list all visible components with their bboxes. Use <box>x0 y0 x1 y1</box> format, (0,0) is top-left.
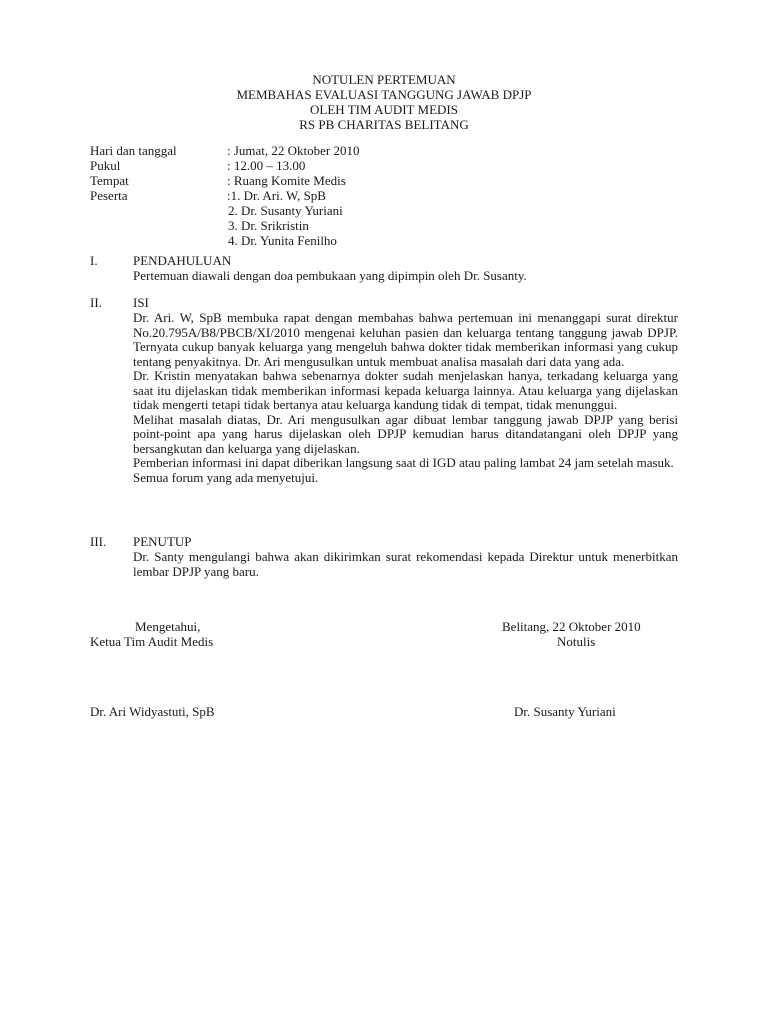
title-line-1: NOTULEN PERTEMUAN <box>312 72 456 87</box>
participant-1: :1. Dr. Ari. W, SpB <box>227 188 326 203</box>
acknowledged-heading: Mengetahui, <box>135 619 201 634</box>
place-label: Tempat <box>90 173 129 188</box>
section-introduction <box>90 254 678 284</box>
document-title-block <box>90 72 678 132</box>
participant-2: 2. Dr. Susanty Yuriani <box>228 203 343 218</box>
section-body <box>133 311 678 485</box>
right-signer-name: Dr. Susanty Yuriani <box>514 704 616 719</box>
left-signer-role: Ketua Tim Audit Medis <box>90 634 214 649</box>
time-value: : 12.00 – 13.00 <box>227 158 306 173</box>
right-signer-role: Notulis <box>557 634 596 649</box>
section-title: ISI <box>133 295 149 310</box>
section-title: PENUTUP <box>133 534 192 549</box>
left-signer-name: Dr. Ari Widyastuti, SpB <box>90 704 215 719</box>
section-closing <box>90 535 678 579</box>
title-line-4: RS PB CHARITAS BELITANG <box>299 117 469 132</box>
section-heading <box>90 296 678 311</box>
section-title: PENDAHULUAN <box>133 253 232 268</box>
title-line-3: OLEH TIM AUDIT MEDIS <box>310 102 458 117</box>
participant-3: 3. Dr. Srikristin <box>228 218 309 233</box>
section-number: II. <box>90 295 102 310</box>
time-label: Pukul <box>90 158 121 173</box>
paragraph: Dr. Santy mengulangi bahwa akan dikirimkan surat rekomendasi kepada Direktur untuk menerbitkan lembar DPJP yang baru. <box>133 549 678 579</box>
title-line-2: MEMBAHAS EVALUASI TANGGUNG JAWAB DPJP <box>236 87 532 102</box>
section-number: III. <box>90 534 107 549</box>
paragraph: Dr. Ari. W, SpB membuka rapat dengan membahas bahwa pertemuan ini menanggapi surat direktur No.20.795A/B8/PBCB/XI/2010 mengenai keluhan pasien dan keluarga tentang tanggung jawab DPJP. Ternyata cukup banyak keluarga yang mengeluh bahwa dokter tidak memberikan informasi yang cukup tentang penyakitnya. Dr. Ari mengusulkan untuk membuat analisa masalah dari data yang ada. <box>133 310 678 369</box>
paragraph: Semua forum yang ada menyetujui. <box>133 469 319 485</box>
paragraph: Dr. Kristin menyatakan bahwa sebenarnya dokter sudah menjelaskan hanya, terkadang keluarga yang saat itu dijelaskan tidak memberikan informasi kepada keluarga lainnya. Atau keluarga yang dijelaskan tidak mengerti tetapi tidak bertanya atau keluarga kandung tidak di tempat, tidak menunggui. <box>133 368 678 412</box>
section-heading <box>90 254 678 269</box>
date-label: Hari dan tanggal <box>90 143 177 158</box>
paragraph: Pemberian informasi ini dapat diberikan langsung saat di IGD atau paling lambat 24 jam setelah masuk. <box>133 455 674 470</box>
section-number: I. <box>90 253 98 268</box>
participants-label: Peserta <box>90 188 128 203</box>
paragraph: Pertemuan diawali dengan doa pembukaan yang dipimpin oleh Dr. Susanty. <box>133 268 527 283</box>
place-value: : Ruang Komite Medis <box>227 173 346 188</box>
section-content <box>90 296 678 485</box>
section-heading <box>90 535 678 550</box>
paragraph: Melihat masalah diatas, Dr. Ari mengusulkan agar dibuat lembar tanggung jawab DPJP yang berisi point-point apa yang harus dijelaskan oleh DPJP kemudian harus ditandatangani oleh DPJP yang bersangkutan dan keluarga yang dijelaskan. <box>133 411 678 456</box>
place-date-heading: Belitang, 22 Oktober 2010 <box>502 619 641 634</box>
date-value: : Jumat, 22 Oktober 2010 <box>227 143 360 158</box>
participant-4: 4. Dr. Yunita Fenilho <box>228 233 337 248</box>
section-body <box>133 550 678 579</box>
section-body <box>133 269 678 284</box>
